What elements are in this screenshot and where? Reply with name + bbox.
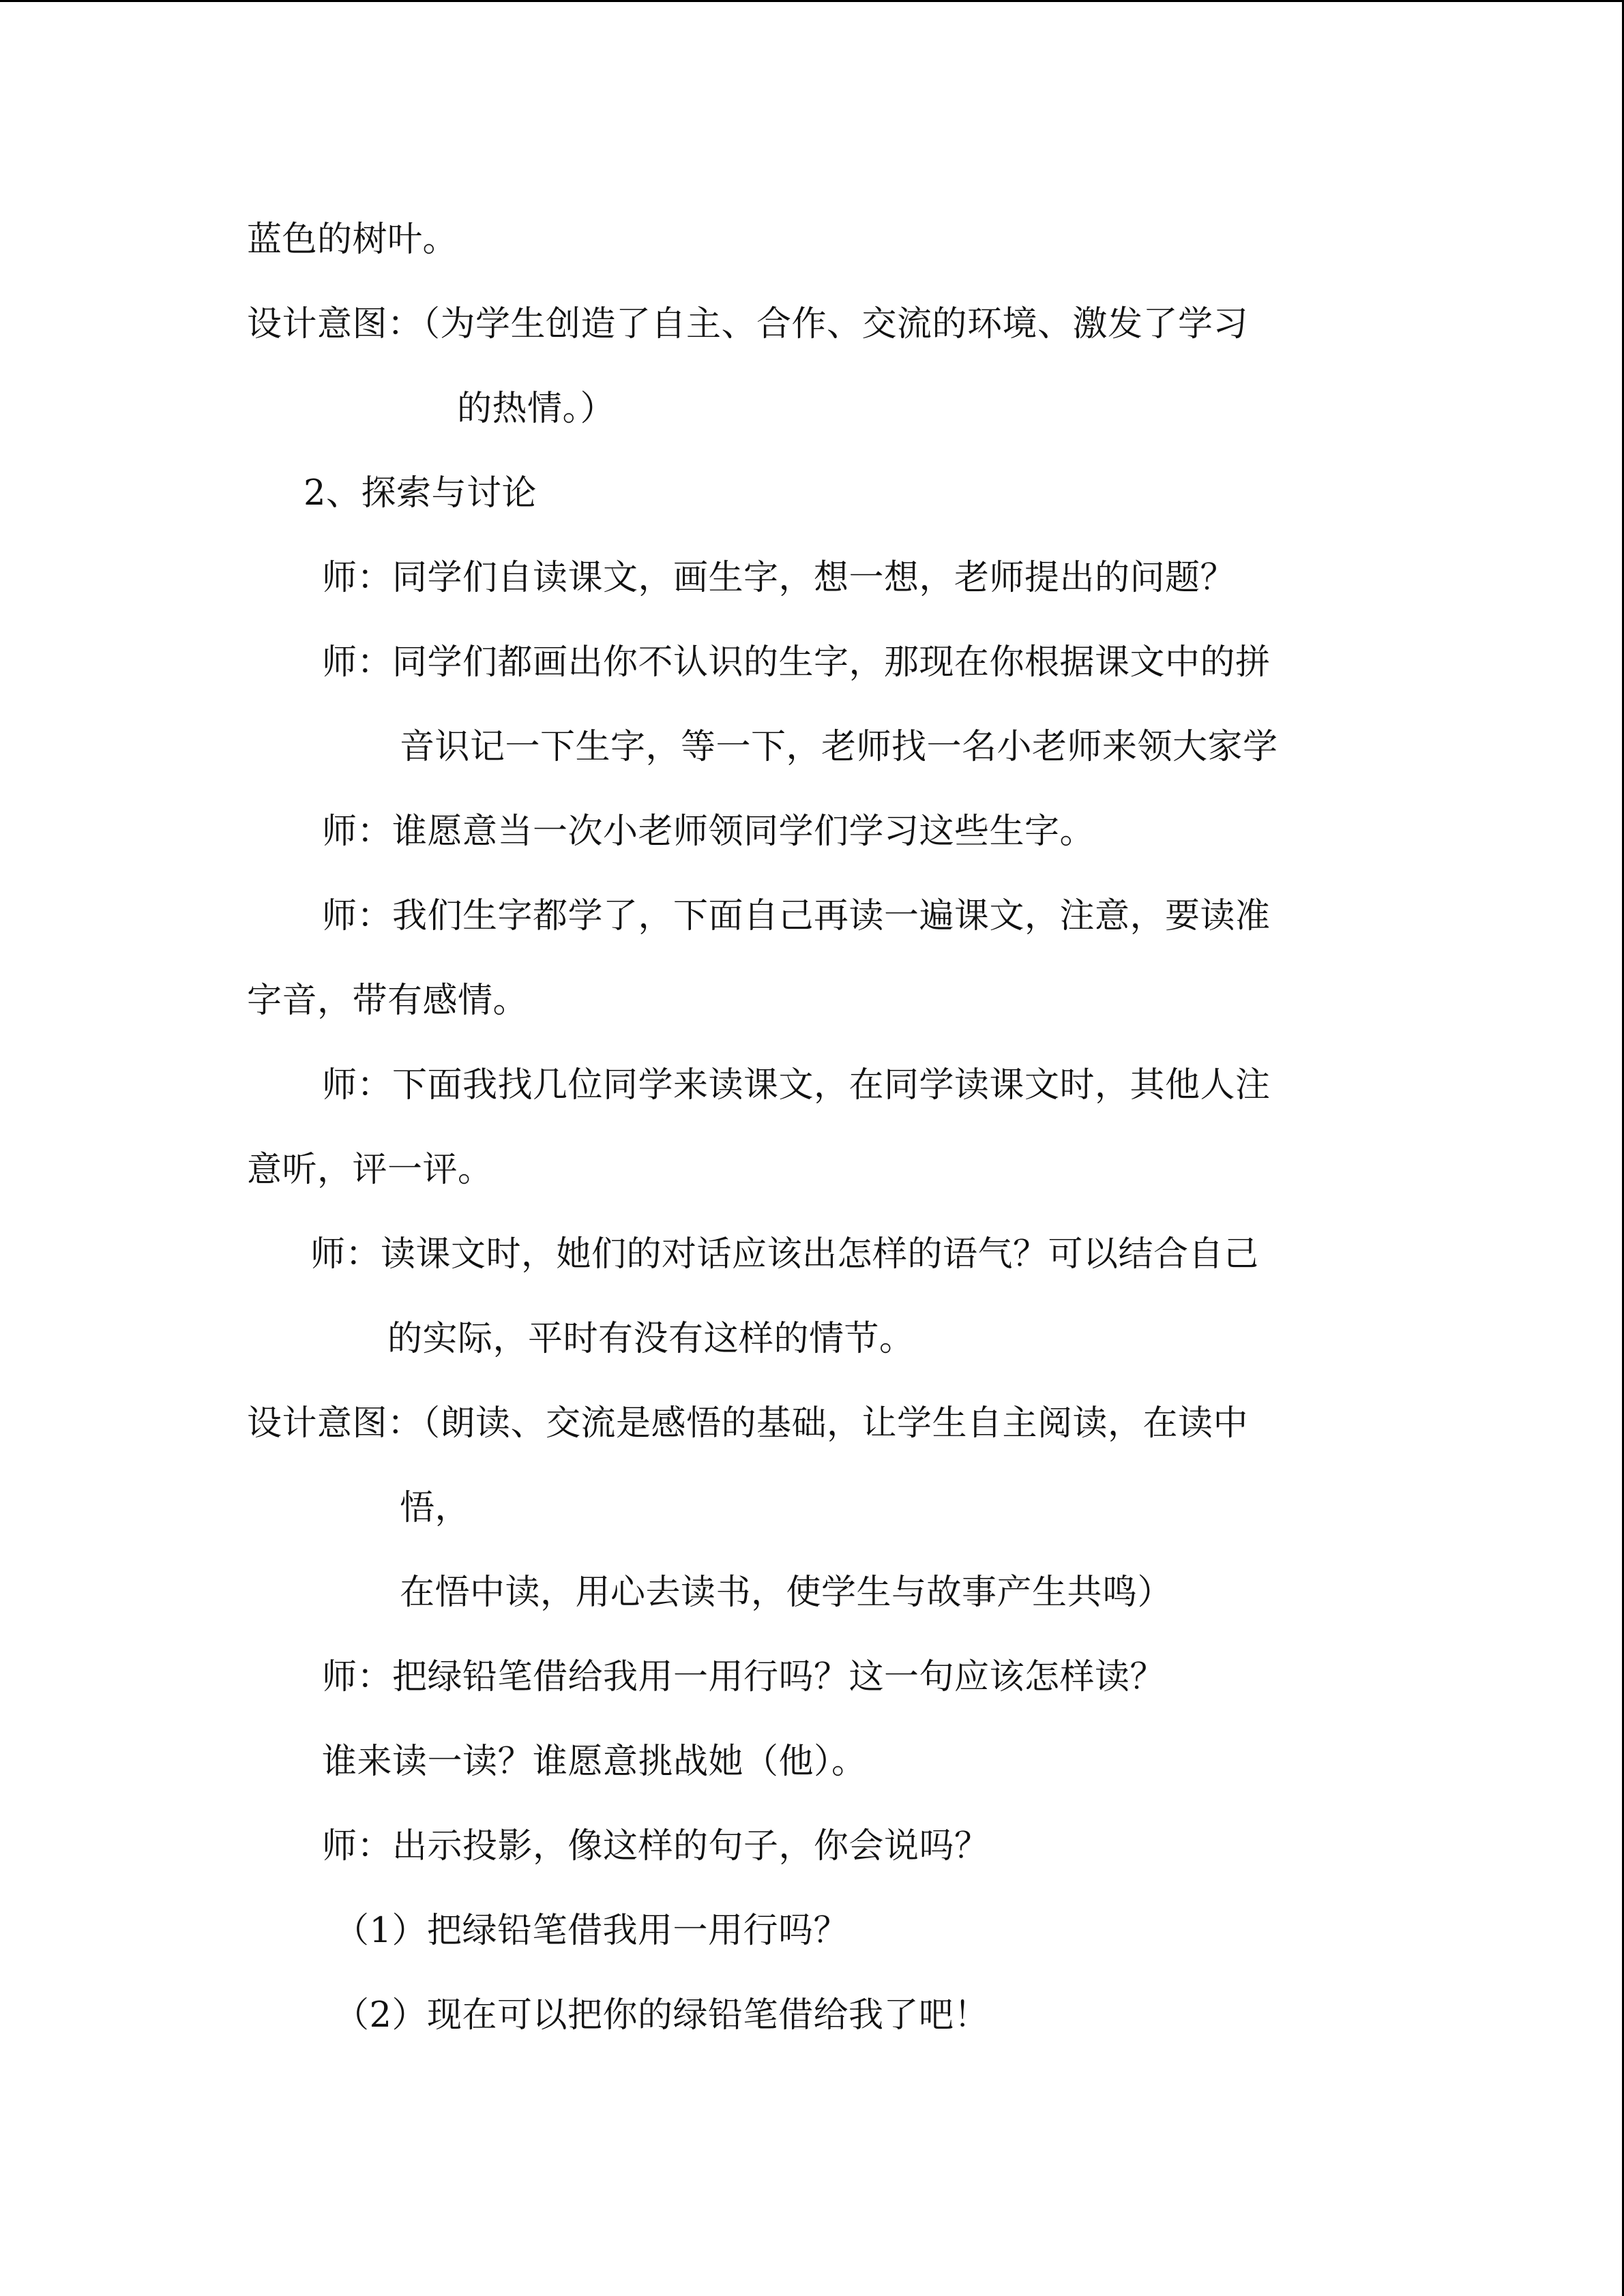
- teacher-line: 师：谁愿意当一次小老师领同学们学习这些生字。: [322, 811, 1095, 852]
- teacher-line: 师：把绿铅笔借给我用一用行吗？这一句应该怎样读？: [322, 1657, 1166, 1697]
- text-line: 的热情。）: [457, 389, 616, 429]
- teacher-line: 师：同学们自读课文，画生字，想一想，老师提出的问题？: [322, 558, 1236, 598]
- teacher-line: 师：出示投影，像这样的句子，你会说吗？: [322, 1826, 990, 1866]
- design-intent-line: 设计意图：（朗读、交流是感悟的基础，让学生自主阅读，在读中: [247, 1403, 1249, 1444]
- teacher-line: 师：读课文时，她们的对话应该出怎样的语气？可以结合自己: [310, 1234, 1259, 1274]
- teacher-line: 师：同学们都画出你不认识的生字，那现在你根据课文中的拼: [322, 642, 1271, 683]
- example-sentence: （1）把绿铅笔借我用一用行吗？: [334, 1911, 848, 1951]
- text-line: 谁来读一读？谁愿意挑战她（他）。: [322, 1742, 867, 1782]
- section-heading: 2、探索与讨论: [304, 473, 537, 513]
- text-line: 字音，带有感情。: [247, 981, 529, 1021]
- design-intent-line: 设计意图：（为学生创造了自主、合作、交流的环境、激发了学习: [247, 304, 1249, 344]
- text-line: 在悟中读，用心去读书，使学生与故事产生共鸣）: [400, 1572, 1173, 1613]
- text-line: 的实际，平时有没有这样的情节。: [387, 1319, 915, 1359]
- teacher-line: 师：我们生字都学了，下面自己再读一遍课文，注意，要读准: [322, 896, 1271, 936]
- text-line: 音识记一下生字，等一下，老师找一名小老师来领大家学: [400, 727, 1278, 767]
- text-line: 蓝色的树叶。: [247, 220, 458, 260]
- example-sentence: （2）现在可以把你的绿铅笔借给我了吧！: [334, 1995, 989, 2036]
- text-line: 悟，: [400, 1488, 471, 1528]
- text-line: 意听，评一评。: [247, 1150, 493, 1190]
- teacher-line: 师：下面我找几位同学来读课文，在同学读课文时，其他人注: [322, 1065, 1271, 1105]
- page-top-border: [0, 0, 1624, 2]
